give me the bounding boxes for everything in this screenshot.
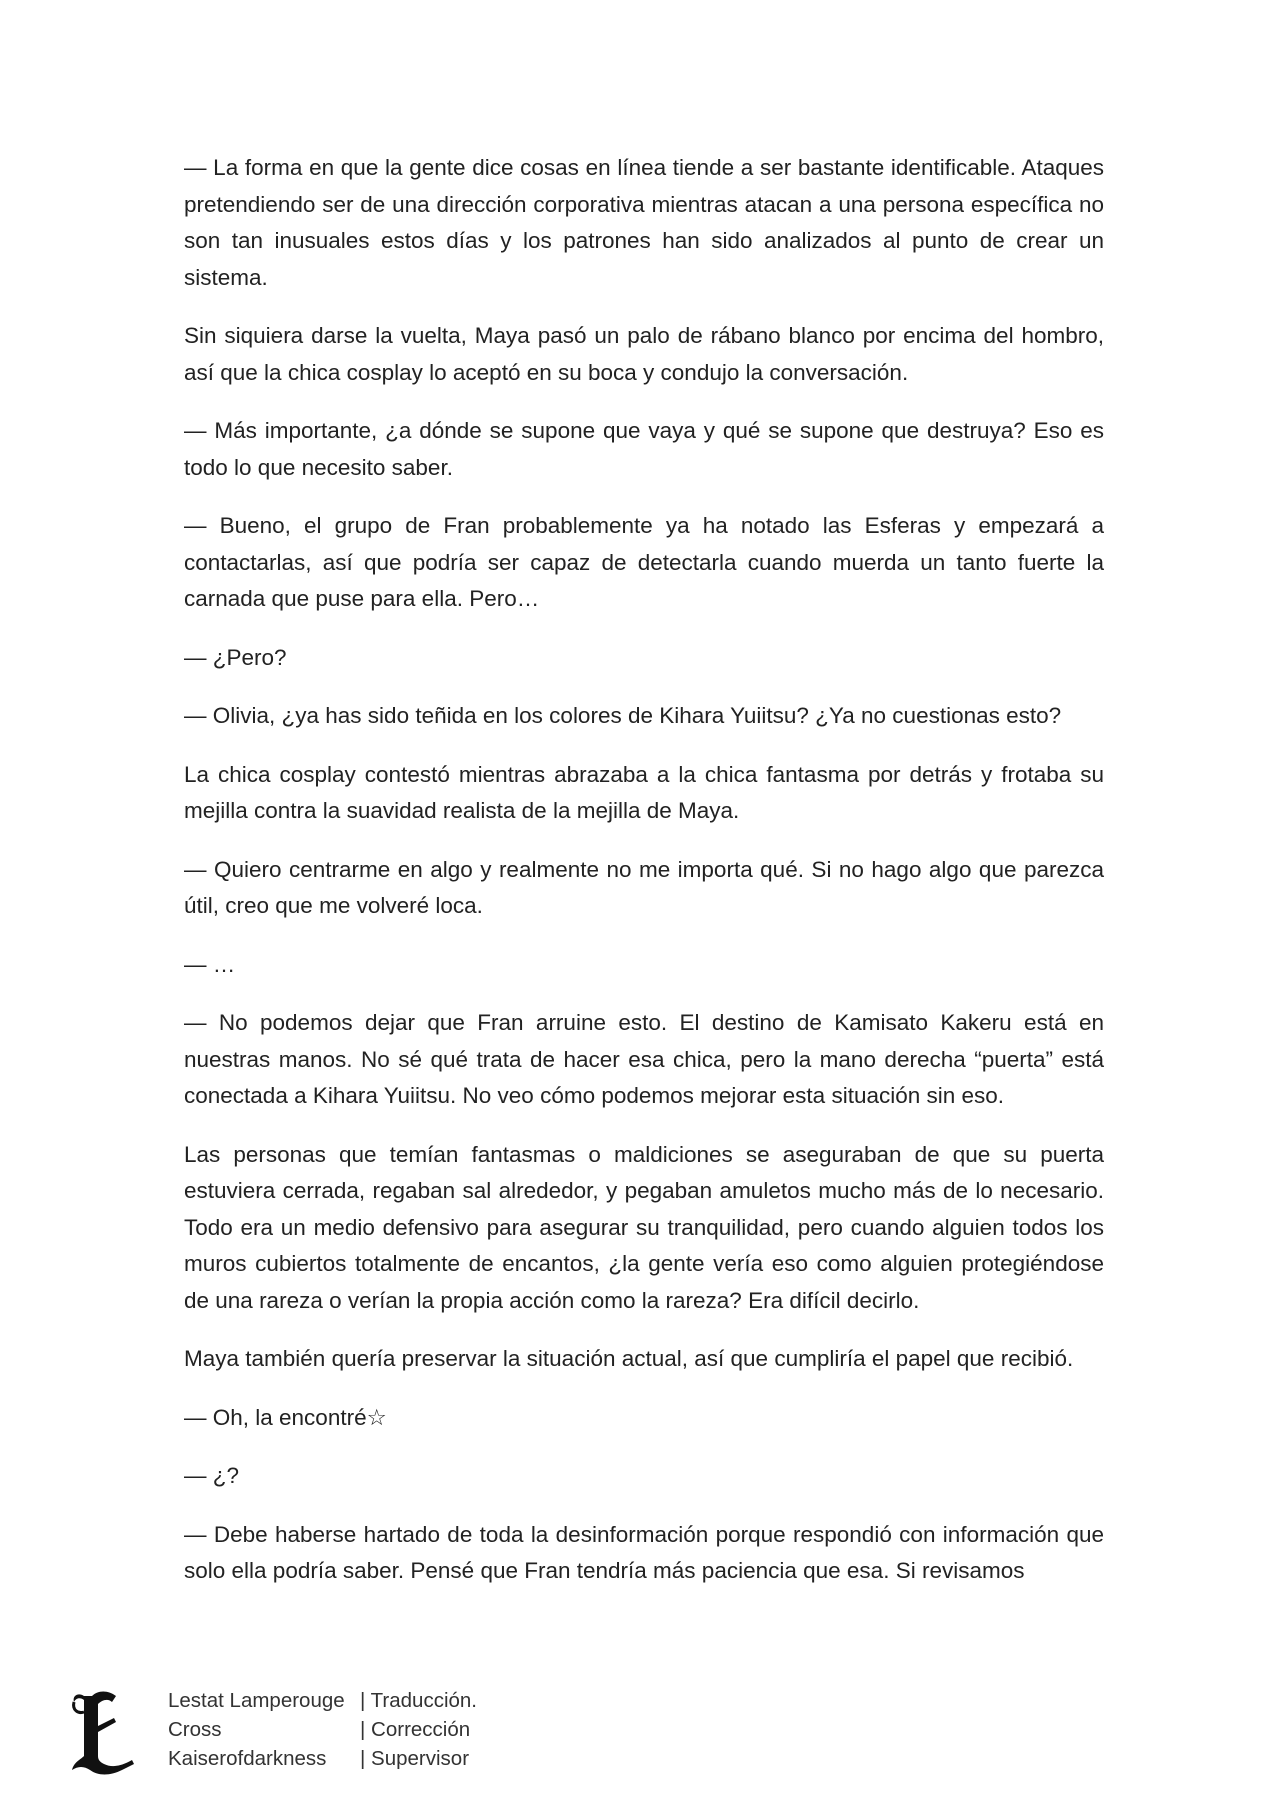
gothic-letter-L-logo-icon xyxy=(70,1686,136,1778)
credit-role: | Traducción. xyxy=(360,1686,477,1715)
credit-role: | Corrección xyxy=(360,1715,470,1744)
paragraph: — Quiero centrarme en algo y realmente no me importa qué. Si no hago algo que parezca útil, creo que me volveré loca. xyxy=(184,856,1104,918)
paragraph: — … xyxy=(184,951,236,977)
paragraph: Maya también quería preservar la situación actual, así que cumpliría el papel que recibió. xyxy=(184,1346,1074,1371)
credit-role: | Supervisor xyxy=(360,1744,469,1773)
credit-row xyxy=(168,1715,477,1744)
credit-name: Kaiserofdarkness xyxy=(168,1747,327,1770)
paragraph: La chica cosplay contestó mientras abrazaba a la chica fantasma por detrás y frotaba su mejilla contra la suavidad realista de la mejilla de Maya. xyxy=(184,761,1104,823)
paragraph: Sin siquiera darse la vuelta, Maya pasó un palo de rábano blanco por encima del hombro, así que la chica cosplay lo aceptó en su boca y condujo la conversación. xyxy=(184,323,1104,385)
paragraph: Las personas que temían fantasmas o maldiciones se aseguraban de que su puerta estuviera cerrada, regaban sal alrededor, y pegaban amuletos mucho más de lo necesario. Todo era un medio defensivo para asegurar su tranquilidad, pero cuando alguien todos los muros cubiertos totalmente de encantos, ¿la gente vería eso como alguien protegiéndose de una rareza o verían la propia acción como la rareza? Era difícil decirlo. xyxy=(184,1141,1104,1313)
paragraph: — Más importante, ¿a dónde se supone que vaya y qué se supone que destruya? Eso es todo lo que necesito saber. xyxy=(184,418,1104,480)
credits-footer xyxy=(70,1686,670,1782)
body-text xyxy=(184,150,1104,1612)
paragraph: — Oh, la encontré☆ xyxy=(184,1404,387,1430)
credit-name: Cross xyxy=(168,1718,222,1741)
credit-row xyxy=(168,1686,477,1715)
paragraph: — ¿Pero? xyxy=(184,644,287,670)
paragraph: — La forma en que la gente dice cosas en línea tiende a ser bastante identificable. Ataques pretendiendo ser de una dirección corporativa mientras atacan a una persona específica no son tan inusuales estos días y los patrones han sido analizados al punto de crear un sistema. xyxy=(184,155,1104,290)
paragraph: — No podemos dejar que Fran arruine esto. El destino de Kamisato Kakeru está en nuestras manos. No sé qué trata de hacer esa chica, pero la mano derecha “puerta” está conectada a Kihara Yuiitsu. No veo cómo podemos mejorar esta situación sin eso. xyxy=(184,1010,1104,1108)
paragraph: — ¿? xyxy=(184,1463,240,1488)
paragraph: — Debe haberse hartado de toda la desinformación porque respondió con información que solo ella podría saber. Pensé que Fran tendría más paciencia que esa. Si revisamos xyxy=(184,1521,1104,1583)
paragraph: — Bueno, el grupo de Fran probablemente ya ha notado las Esferas y empezará a contactarlas, así que podría ser capaz de detectarla cuando muerda un tanto fuerte la carnada que puse para ella. Pero… xyxy=(184,513,1104,611)
credit-name: Lestat Lamperouge xyxy=(168,1689,345,1712)
credits-list xyxy=(168,1686,477,1773)
paragraph: — Olivia, ¿ya has sido teñida en los colores de Kihara Yuiitsu? ¿Ya no cuestionas esto? xyxy=(184,703,1062,728)
credit-row xyxy=(168,1744,477,1773)
